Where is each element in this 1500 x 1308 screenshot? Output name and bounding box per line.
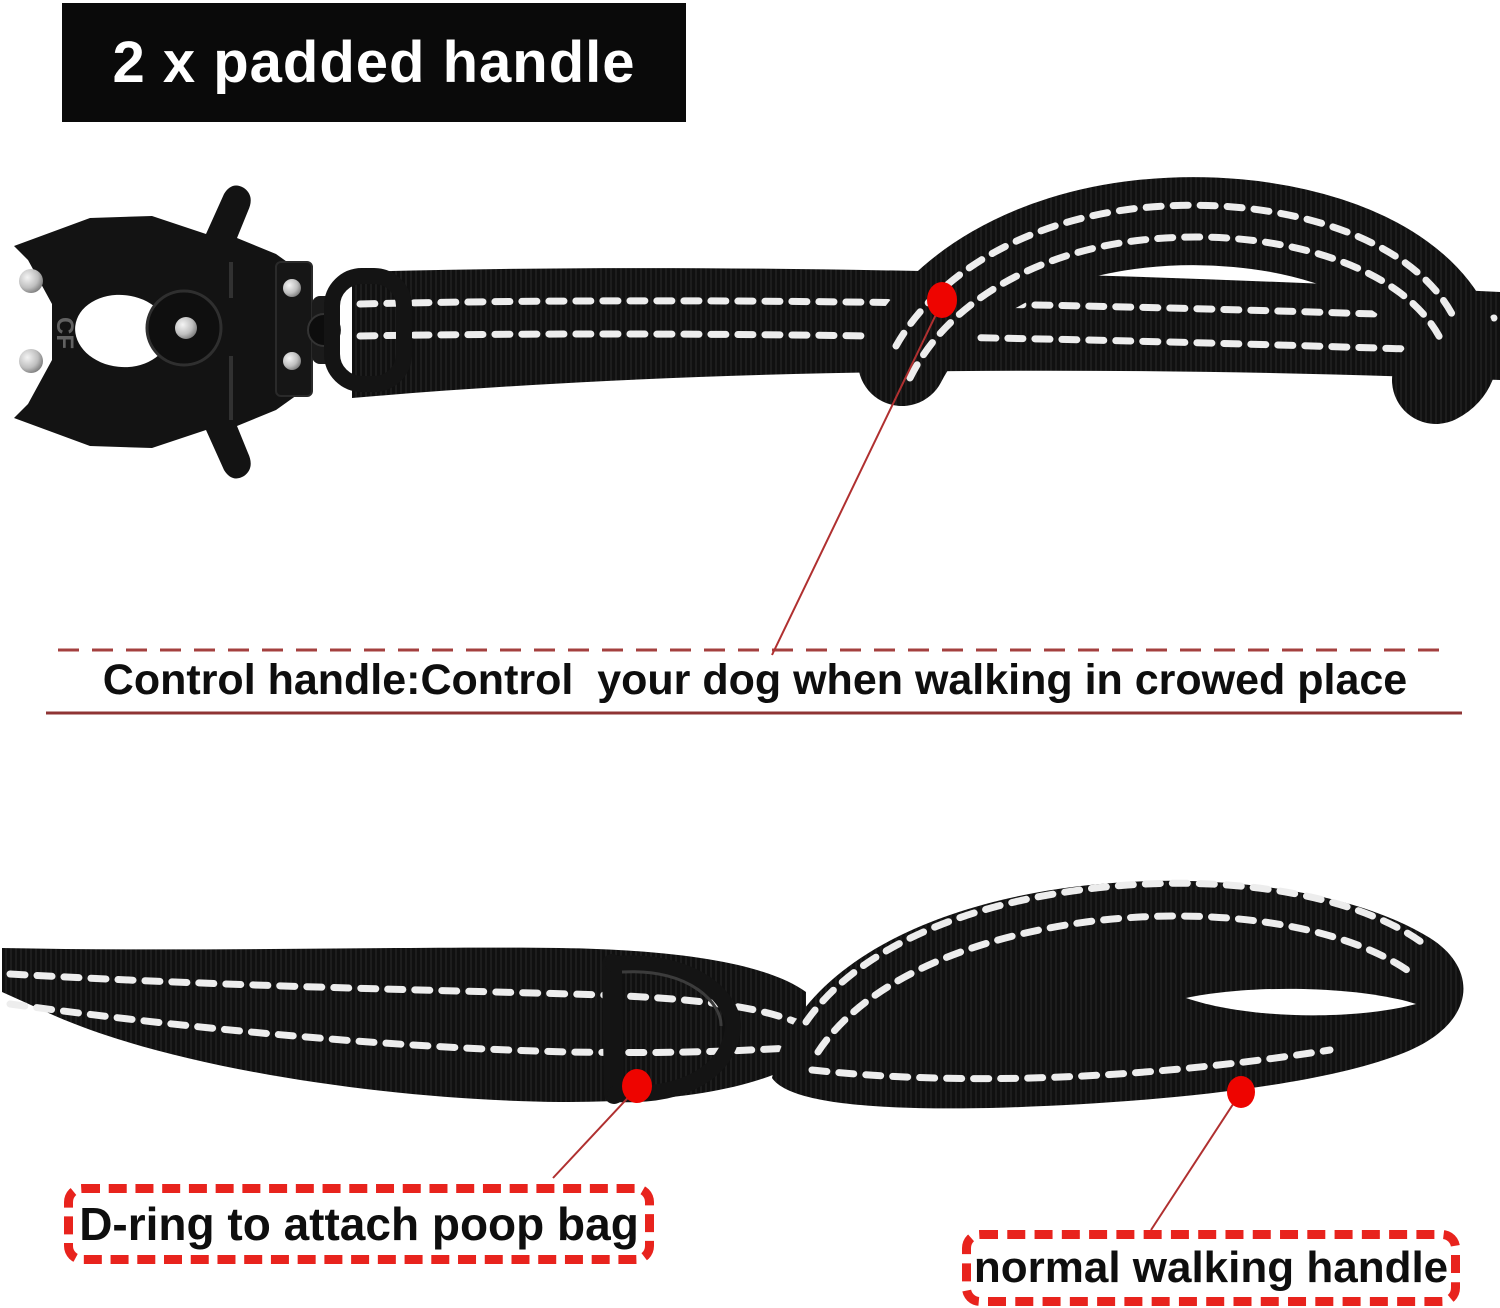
bottom-leash (2, 881, 1463, 1109)
d-ring-dot (622, 1069, 652, 1103)
pointer-line-walking-handle (1151, 1092, 1241, 1230)
control-handle-dot (927, 282, 957, 318)
control-handle-caption: Control handle:Control your dog when walking in crowed place (102, 656, 1408, 704)
d-ring-callout-label: D-ring to attach poop bag (79, 1198, 639, 1250)
banner (62, 3, 686, 122)
snap-hook-engraving: CF (51, 317, 78, 349)
walking-handle-callout-label: normal walking handle (973, 1243, 1449, 1292)
walking-handle-callout (962, 1230, 1460, 1306)
rivet (283, 352, 301, 370)
walking-handle-dot (1227, 1076, 1255, 1108)
rivet (19, 349, 43, 373)
annotations (46, 282, 1462, 1230)
banner-label: 2 x padded handle (112, 30, 636, 95)
d-ring-bar (612, 964, 614, 1094)
top-leash (14, 186, 1500, 479)
rivet (283, 279, 301, 297)
snap-hook (14, 186, 404, 479)
rivet (19, 269, 43, 293)
rivet (175, 317, 197, 339)
d-ring-callout (64, 1184, 654, 1264)
